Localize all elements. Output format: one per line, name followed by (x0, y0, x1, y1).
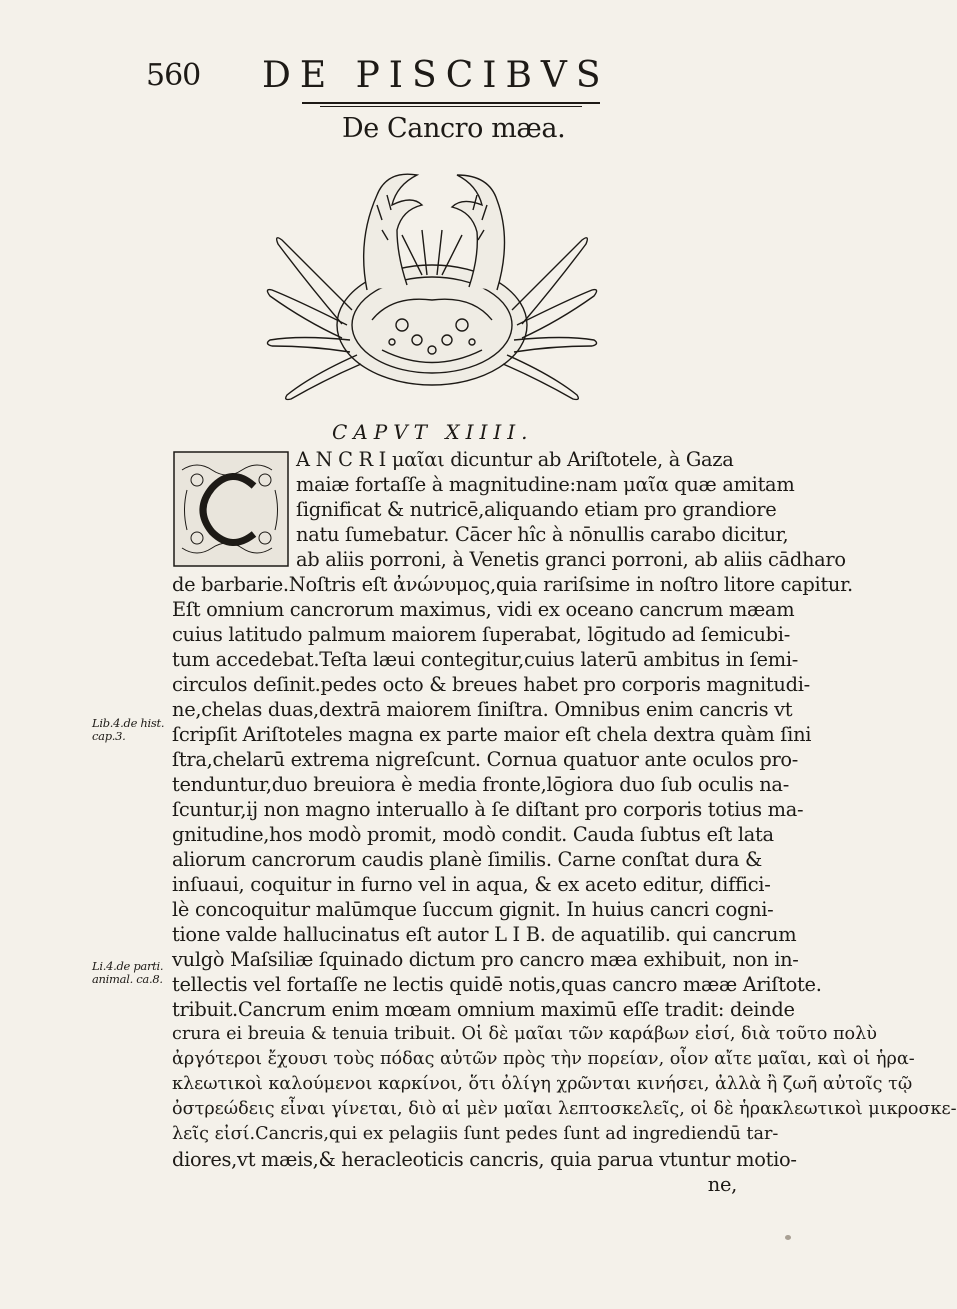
text-line: A N C R I μαῖαι dicuntur ab Ariſtotele, à Gaza (296, 448, 734, 471)
text-line: gnitudine,hos modò promit, modò condit. Cauda ſubtus eſt lata (172, 823, 774, 846)
margin-note: Li.4.de parti. animal. ca.8. (92, 959, 164, 986)
text-line: vulgò Maſsiliæ ſquinado dictum pro cancro mæa exhibuit, non in- (172, 948, 799, 971)
text-line: ab aliis porroni, à Venetis granci porroni, ab aliis cādharo (296, 548, 846, 571)
text-line: κλεωτικοὶ καλούμενοι καρκίνοι, ὅτι ὀλίγη χρῶνται κινήσει, ἀλλὰ ἢ ζωῆ αὐτοῖς τῷ (172, 1074, 913, 1094)
text-line: ne, (707, 1173, 737, 1196)
text-line: tellectis vel fortaſſe ne lectis quidē notis,quas cancro mææ Ariſtote. (172, 973, 822, 996)
text-line: ſignificat & nutricē,aliquando etiam pro grandiore (296, 498, 777, 521)
ornamental-initial-c-icon (172, 450, 290, 568)
text-line: lè concoquitur malūmque ſuccum gignit. In huius cancri cogni- (172, 898, 774, 921)
text-line: cuius latitudo palmum maiorem ſuperabat, lōgitudo ad ſemicubi- (172, 623, 790, 646)
text-line: ne,chelas duas,dextrā maiorem ſiniſtra. Omnibus enim cancris vt (172, 698, 793, 721)
text-line: tribuit.Cancrum enim mœam omnium maximū eſſe tradit: deinde (172, 998, 795, 1021)
crab-engraving-icon (262, 150, 620, 450)
margin-note: Lib.4.de hist. cap.3. (92, 716, 165, 743)
text-line: ſcuntur,ij non magno interuallo à ſe diſtant pro corporis totius ma- (172, 798, 804, 821)
text-line: tenduntur,duo breuiora è media fronte,lōgiora duo ſub oculis na- (172, 773, 789, 796)
text-line: ἀργότεροι ἔχουσι τοὺς πόδας αὐτῶν πρὸς τὴν πορείαν, οἷον αἴτε μαῖαι, καὶ οἱ ἡρα- (172, 1049, 915, 1069)
ink-spot (785, 1235, 791, 1240)
text-line: ὀστρεώδεις εἶναι γίνεται, διὸ αἱ μὲν μαῖαι λεπτοσκελεῖς, οἱ δὲ ἡρακλεωτικοὶ μικροσκε- (172, 1099, 957, 1119)
text-line: Eſt omnium cancrorum maximus, vidi ex oceano cancrum mæam (172, 598, 795, 621)
text-line: aliorum cancrorum caudis planè ſimilis. Carne conſtat dura & (172, 848, 763, 871)
text-line: ſcripſit Ariſtoteles magna ex parte maior eſt chela dextra quàm ſini (172, 723, 812, 746)
header-rule (302, 102, 600, 104)
text-line: circulos deſinit.pedes octo & breues habet pro corporis magnitudi- (172, 673, 810, 696)
text-line: tione valde hallucinatus eſt autor L I B. de aquatilib. qui cancrum (172, 923, 797, 946)
page-number: 560 (146, 58, 201, 93)
text-line: natu ſumebatur. Cācer hîc à nōnullis carabo dicitur, (296, 523, 789, 546)
text-line: de barbarie.Noſtris eſt ἀνώνυμος,quia rariſsime in noſtro litore capitur. (172, 573, 853, 596)
running-head: DE PISCIBVS (262, 55, 610, 96)
text-line: inſuaui, coquitur in furno vel in aqua, & ex aceto editur, diffici- (172, 873, 771, 896)
text-line: λεῖς εἰσί.Cancris,qui ex pelagiis ſunt pedes ſunt ad ingrediendū tar- (172, 1124, 779, 1144)
text-line: tum accedebat.Teſta læui contegitur,cuius laterū ambitus in ſemi- (172, 648, 798, 671)
text-line: maiæ fortaſſe à magnitudine:nam μαῖα quæ amitam (296, 473, 795, 496)
text-line: diores,vt mæis,& heracleoticis cancris, quia parua vtuntur motio- (172, 1148, 797, 1171)
section-title: De Cancro mæa. (342, 113, 566, 144)
text-line: crura ei breuia & tenuia tribuit. Οἱ δὲ μαῖαι τῶν καράβων εἰσί, διὰ τοῦτο πολὺ (172, 1024, 877, 1044)
chapter-heading: CAPVT XIIII. (332, 420, 534, 444)
text-line: ſtra,chelarū extrema nigreſcunt. Cornua quatuor ante oculos pro- (172, 748, 799, 771)
header-rule-thin (320, 106, 582, 107)
